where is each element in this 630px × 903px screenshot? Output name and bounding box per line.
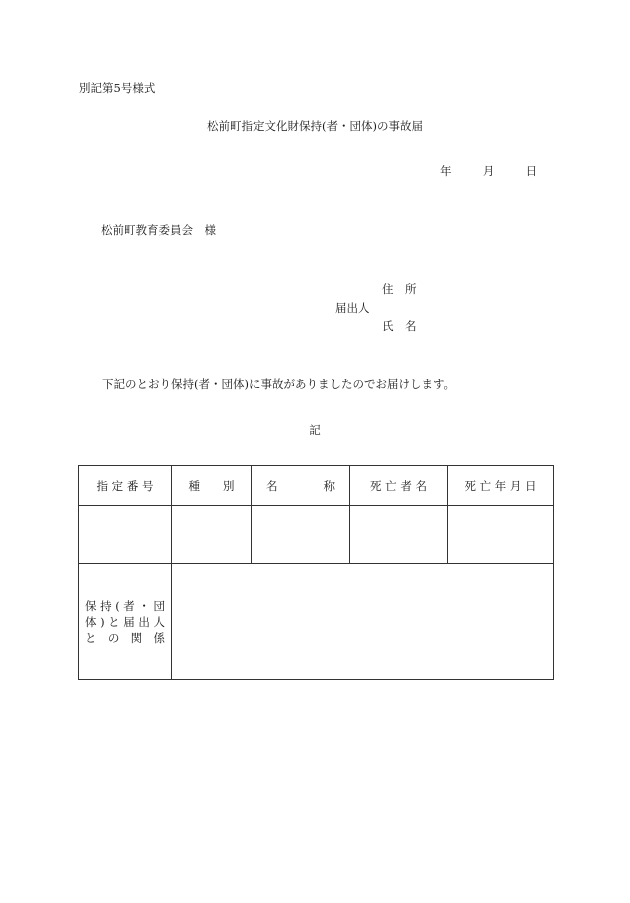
relationship-label-line: 保持(者・団: [85, 598, 165, 613]
header-name: 名 称: [252, 466, 350, 506]
table-row: [79, 506, 554, 564]
date-year-label: 年: [440, 164, 452, 178]
relationship-cell[interactable]: [172, 564, 554, 680]
notifier-label: 届出人: [335, 301, 370, 315]
relationship-label-line: と の 関 係: [85, 630, 165, 645]
designation-number-cell[interactable]: [79, 506, 172, 564]
header-designation-number: 指 定 番 号: [79, 466, 172, 506]
deceased-name-cell[interactable]: [350, 506, 448, 564]
relationship-row: [79, 564, 554, 680]
address-label: 住 所: [382, 282, 417, 296]
header-category: 種 別: [172, 466, 252, 506]
death-date-cell[interactable]: [448, 506, 554, 564]
category-cell[interactable]: [172, 506, 252, 564]
date-month-label: 月: [482, 164, 495, 178]
header-death-date: 死 亡 年 月 日: [448, 466, 554, 506]
form-number: 別記第5号様式: [79, 81, 156, 95]
date-line: [440, 166, 537, 178]
body-text: 下記のとおり保持(者・団体)に事故がありましたのでお届けします。: [102, 377, 456, 391]
document-title: 松前町指定文化財保持(者・団体)の事故届: [207, 119, 423, 133]
relationship-label-line: 体)と届出人: [85, 614, 165, 629]
relationship-label: [79, 564, 172, 680]
name-label: 氏 名: [382, 319, 417, 333]
name-cell[interactable]: [252, 506, 350, 564]
date-day-label: 日: [525, 164, 538, 178]
table-header-row: [79, 466, 554, 506]
ki-heading: 記: [309, 423, 321, 437]
record-table: [78, 465, 554, 680]
header-deceased-name: 死 亡 者 名: [350, 466, 448, 506]
addressee: 松前町教育委員会 様: [101, 223, 216, 237]
